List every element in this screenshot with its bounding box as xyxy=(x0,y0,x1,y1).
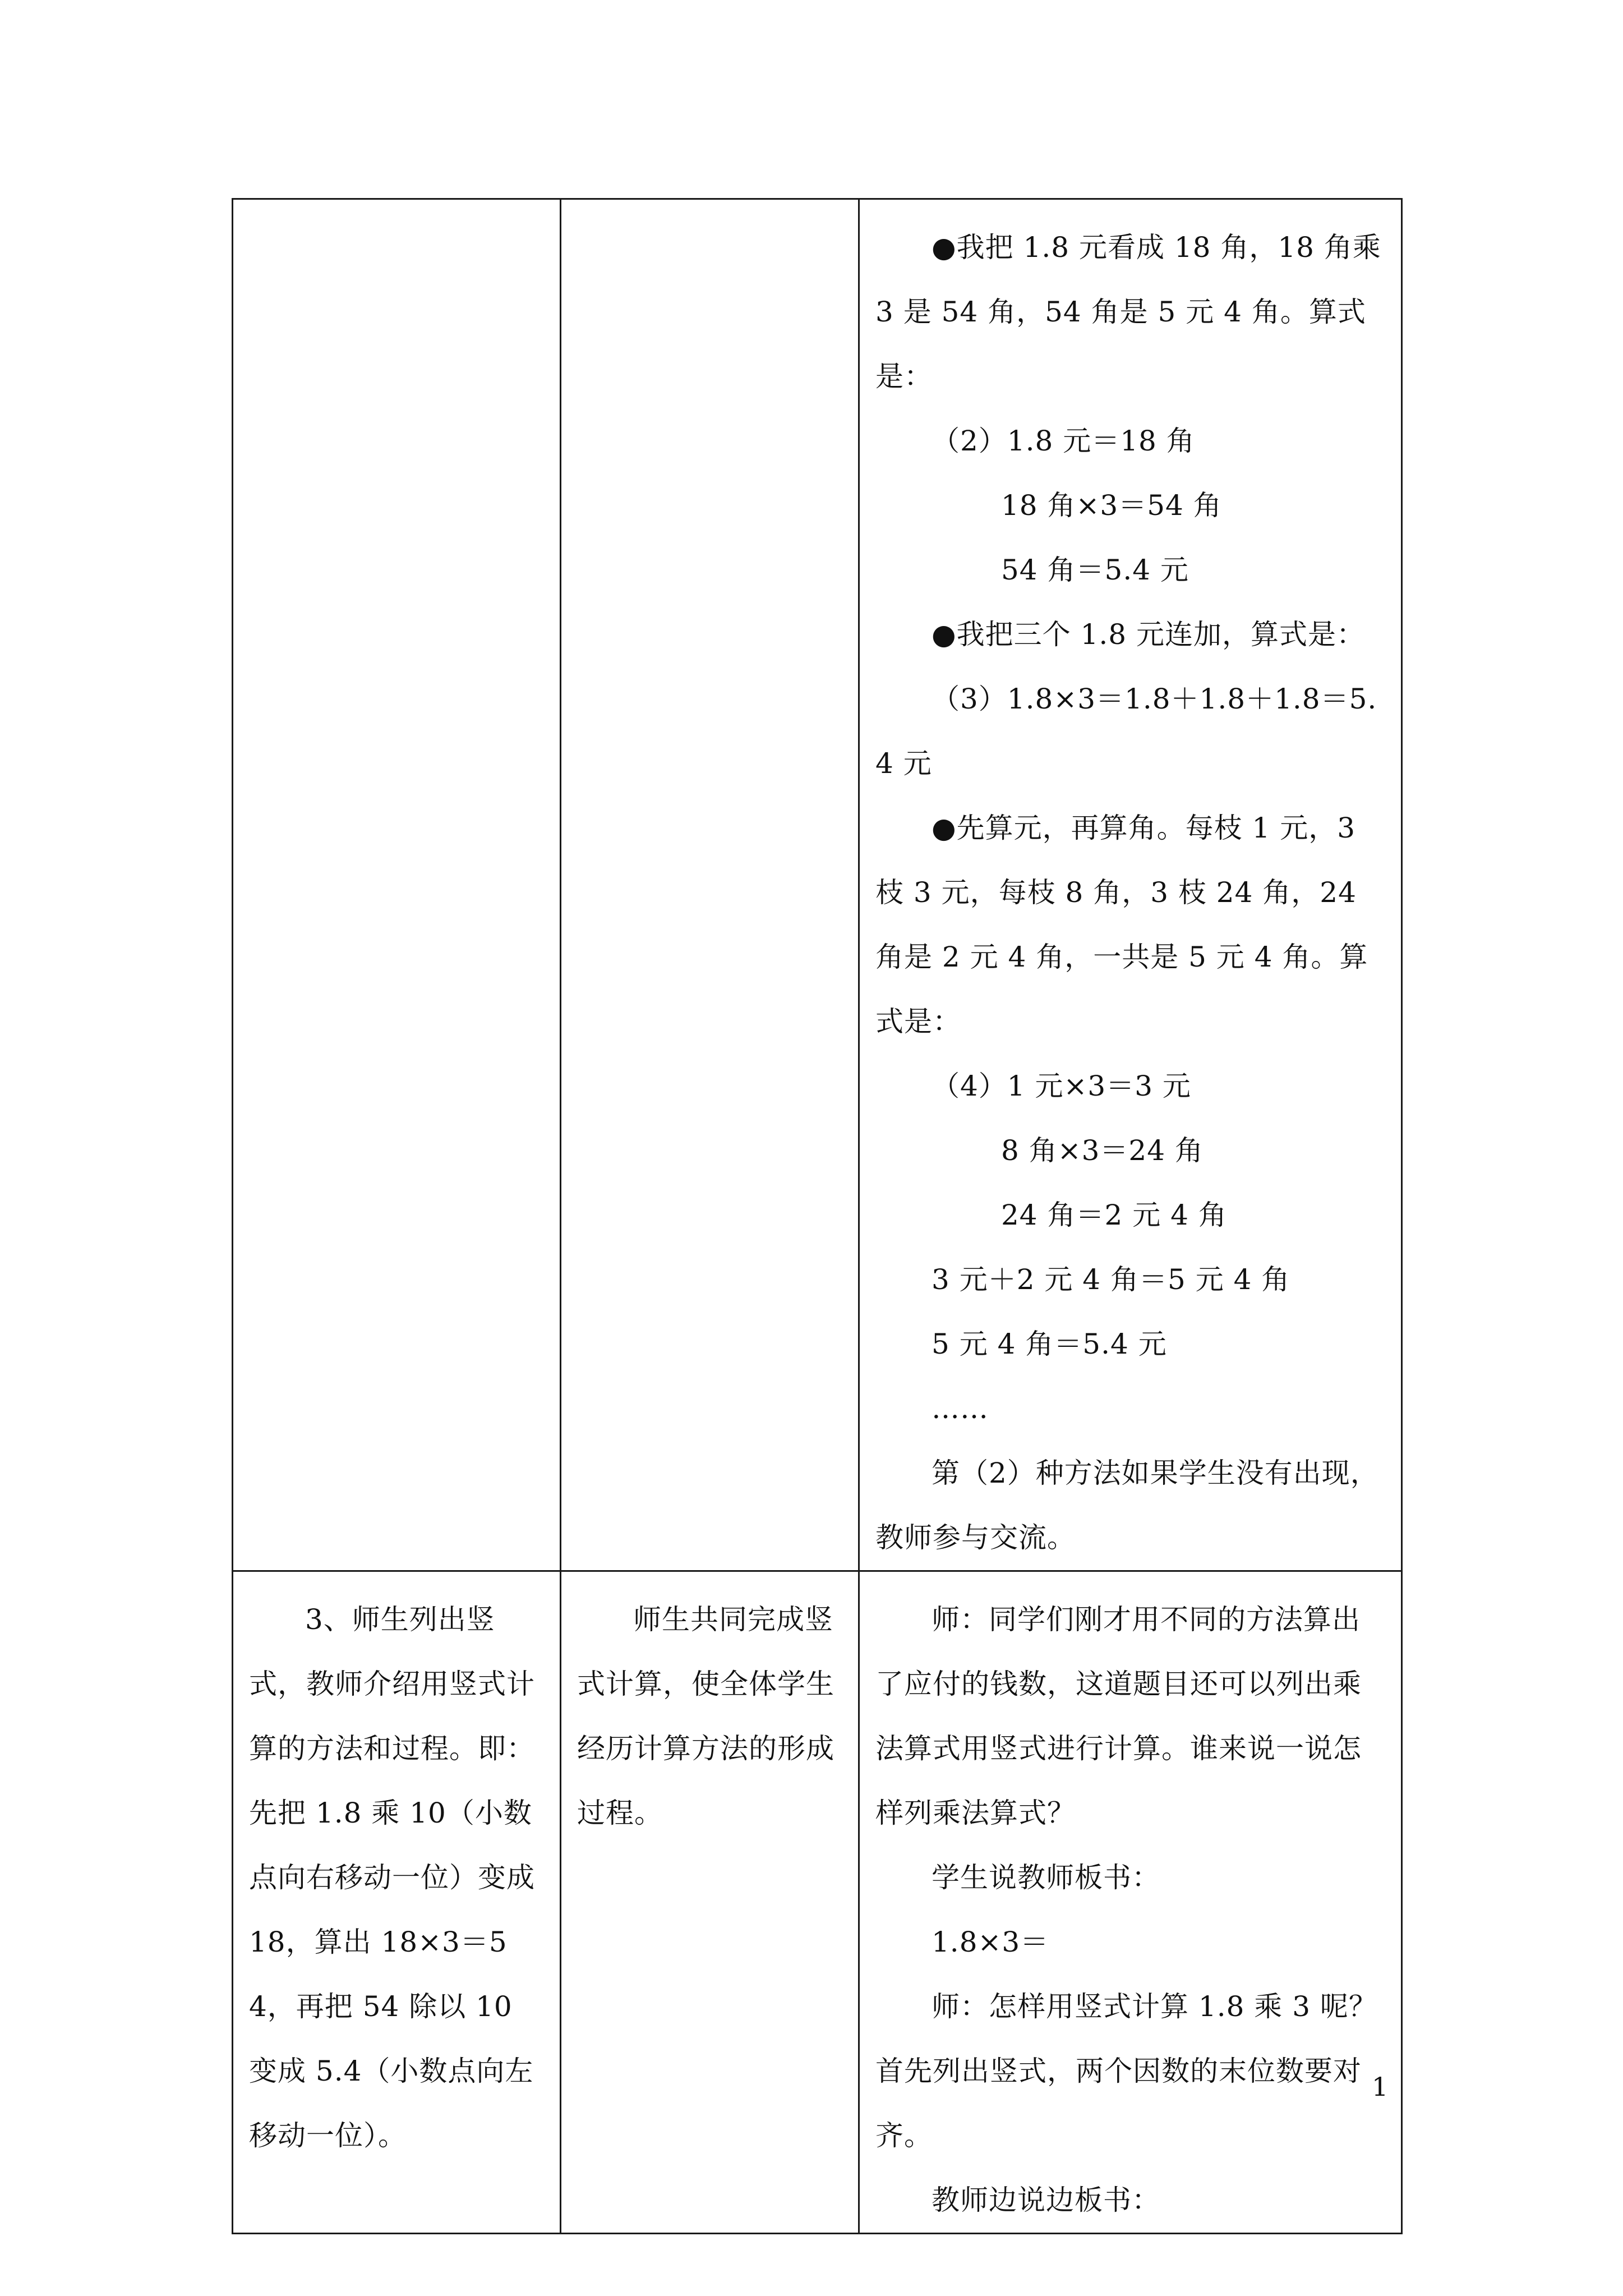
dialogue-paragraph: 学生说教师板书： xyxy=(932,1861,1160,1894)
formula-line: （4）1 元×3＝3 元 xyxy=(932,1070,1191,1102)
ellipsis: …… xyxy=(932,1392,989,1425)
dialogue-paragraph: 师：同学们刚才用不同的方法算出了应付的钱数，这道题目还可以列出乘法算式用竖式进行计算。谁来说一说怎样列乘法算式？ xyxy=(875,1603,1362,1829)
table-cell-r2-c2 xyxy=(561,1571,859,2234)
table-cell-r1-c2 xyxy=(561,199,859,1571)
design-intent-text: 师生共同完成竖式计算，使全体学生经历计算方法的形成过程。 xyxy=(577,1603,834,1829)
page-number: 1 xyxy=(1372,2072,1389,2102)
formula-line: 24 角＝2 元 4 角 xyxy=(1001,1199,1227,1231)
bullet-paragraph: ● 我把三个 1.8 元连加，算式是： xyxy=(875,602,1386,667)
table-cell-r2-c1 xyxy=(233,1571,561,2234)
table-cell-r1-c1 xyxy=(233,199,561,1571)
formula-line: 1.8×3＝ xyxy=(932,1926,1049,1958)
formula-line: 5 元 4 角＝5.4 元 xyxy=(932,1328,1167,1360)
bullet-paragraph: ● 我把 1.8 元看成 18 角，18 角乘 3 是 54 角，54 角是 5 元 4 角。算式是： xyxy=(875,215,1386,409)
formula-line: （2）1.8 元＝18 角 xyxy=(932,425,1195,457)
dialogue-paragraph: 师：怎样用竖式计算 1.8 乘 3 呢？首先列出竖式，两个因数的末位数要对齐。 xyxy=(875,1990,1377,2152)
table-cell-r1-c3 xyxy=(859,199,1402,1571)
table-row xyxy=(233,199,1402,1571)
table-row xyxy=(233,1571,1402,2234)
dialogue-paragraph: 教师边说边板书： xyxy=(932,2184,1160,2216)
formula-line: 18 角×3＝54 角 xyxy=(1001,489,1222,522)
table-cell-r2-c3 xyxy=(859,1571,1402,2234)
bullet-paragraph: ● 先算元，再算角。每枝 1 元，3 枝 3 元，每枝 8 角，3 枝 24 角，24 角是 2 元 4 角，一共是 5 元 4 角。算式是： xyxy=(875,796,1386,1054)
lesson-plan-table xyxy=(232,198,1403,2234)
formula-line: 54 角＝5.4 元 xyxy=(1001,554,1189,586)
formula-line: （3）1.8×3＝1.8＋1.8＋1.8＝5.4 元 xyxy=(875,683,1377,780)
formula-line: 3 元＋2 元 4 角＝5 元 4 角 xyxy=(932,1263,1290,1296)
teacher-activity-text: 3、师生列出竖式，教师介绍用竖式计算的方法和过程。即：先把 1.8 乘 10（小数点向右移动一位）变成 18，算出 18×3＝54，再把 54 除以 10 变成 5.4（小数点向左移动一位）。 xyxy=(249,1603,535,2152)
formula-line: 8 角×3＝24 角 xyxy=(1001,1134,1204,1167)
note-paragraph: 第（2）种方法如果学生没有出现，教师参与交流。 xyxy=(875,1457,1379,1554)
